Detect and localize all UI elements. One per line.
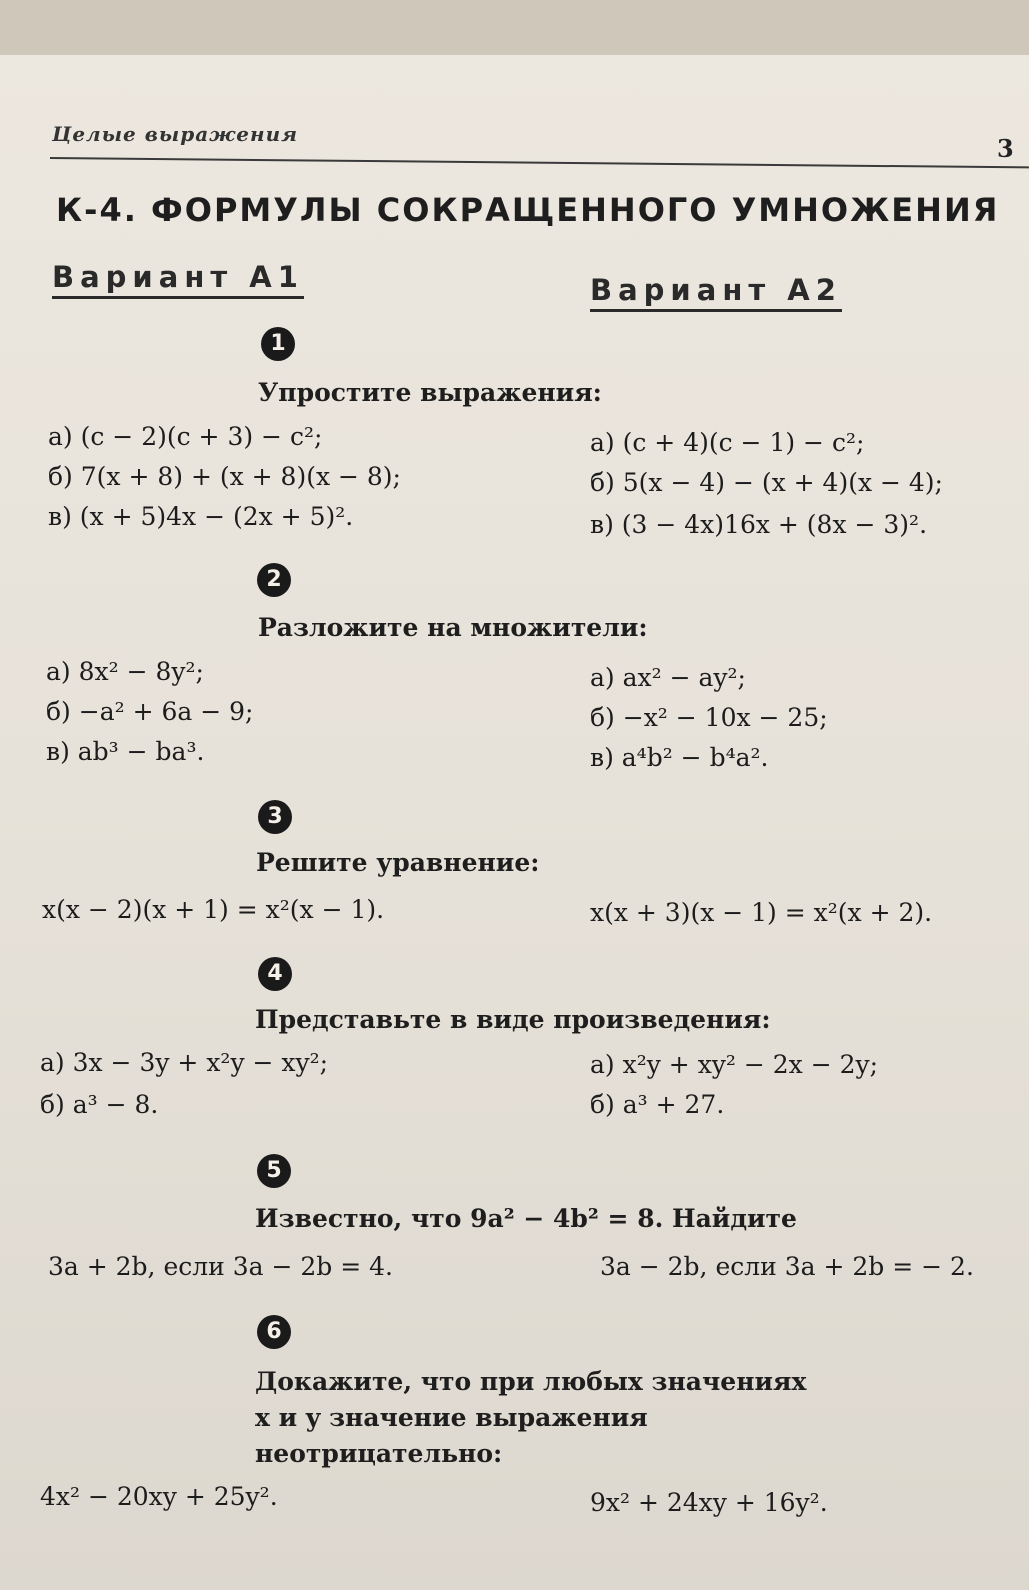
task-3-a2-equation: x(x + 3)(x − 1) = x²(x + 2). — [590, 898, 933, 927]
task-1-a1-item-a: а) (c − 2)(c + 3) − c²; — [48, 422, 323, 451]
task-4-instruction: Представьте в виде произведения: — [255, 1005, 771, 1034]
task-1-instruction: Упростите выражения: — [258, 378, 602, 407]
task-1-a1-item-b: б) 7(x + 8) + (x + 8)(x − 8); — [48, 462, 401, 491]
task-1-a2-item-b: б) 5(x − 4) − (x + 4)(x − 4); — [590, 468, 943, 497]
task-2-a1-item-a: а) 8x² − 8y²; — [46, 657, 204, 686]
page-number: 3 — [997, 134, 1014, 163]
task-2-number-badge: 2 — [257, 563, 291, 597]
task-2-a1-item-c: в) ab³ − ba³. — [46, 737, 205, 766]
task-5-instruction: Известно, что 9a² − 4b² = 8. Найдите — [255, 1204, 797, 1233]
task-2-a2-item-a: а) ax² − ay²; — [590, 663, 746, 692]
task-3-a1-equation: x(x − 2)(x + 1) = x²(x − 1). — [42, 895, 385, 924]
task-1-a1-item-c: в) (x + 5)4x − (2x + 5)². — [48, 502, 354, 531]
task-2-a1-item-b: б) −a² + 6a − 9; — [46, 697, 254, 726]
task-4-number-badge: 4 — [258, 957, 292, 991]
task-1-number-badge: 1 — [261, 327, 295, 361]
variant-a2-heading: Вариант А2 — [590, 273, 842, 312]
variant-a1-heading: Вариант А1 — [52, 260, 304, 299]
task-5-a2-condition: 3a − 2b, если 3a + 2b = − 2. — [600, 1252, 974, 1281]
task-6-a2-expression: 9x² + 24xy + 16y². — [590, 1488, 828, 1517]
task-3-number-badge: 3 — [258, 800, 292, 834]
task-6-number-badge: 6 — [257, 1315, 291, 1349]
task-4-a1-item-b: б) a³ − 8. — [40, 1090, 159, 1119]
task-1-a2-item-a: а) (c + 4)(c − 1) − c²; — [590, 428, 865, 457]
task-4-a2-item-b: б) a³ + 27. — [590, 1090, 725, 1119]
task-6-a1-expression: 4x² − 20xy + 25y². — [40, 1482, 278, 1511]
task-4-a2-item-a: а) x²y + xy² − 2x − 2y; — [590, 1050, 879, 1079]
task-2-a2-item-c: в) a⁴b² − b⁴a². — [590, 743, 769, 772]
section-header: Целые выражения — [52, 122, 299, 146]
task-6-instruction: Докажите, что при любых значениях x и y значение выражения неотрицательно: — [255, 1367, 807, 1468]
task-3-instruction: Решите уравнение: — [256, 848, 540, 877]
task-2-instruction: Разложите на множители: — [258, 613, 648, 642]
task-1-a2-item-c: в) (3 − 4x)16x + (8x − 3)². — [590, 510, 928, 539]
task-4-a1-item-a: а) 3x − 3y + x²y − xy²; — [40, 1048, 329, 1077]
task-2-a2-item-b: б) −x² − 10x − 25; — [590, 703, 828, 732]
task-5-number-badge: 5 — [257, 1154, 291, 1188]
page-title: К-4. ФОРМУЛЫ СОКРАЩЕННОГО УМНОЖЕНИЯ — [56, 191, 1000, 229]
task-5-a1-condition: 3a + 2b, если 3a − 2b = 4. — [48, 1252, 393, 1281]
